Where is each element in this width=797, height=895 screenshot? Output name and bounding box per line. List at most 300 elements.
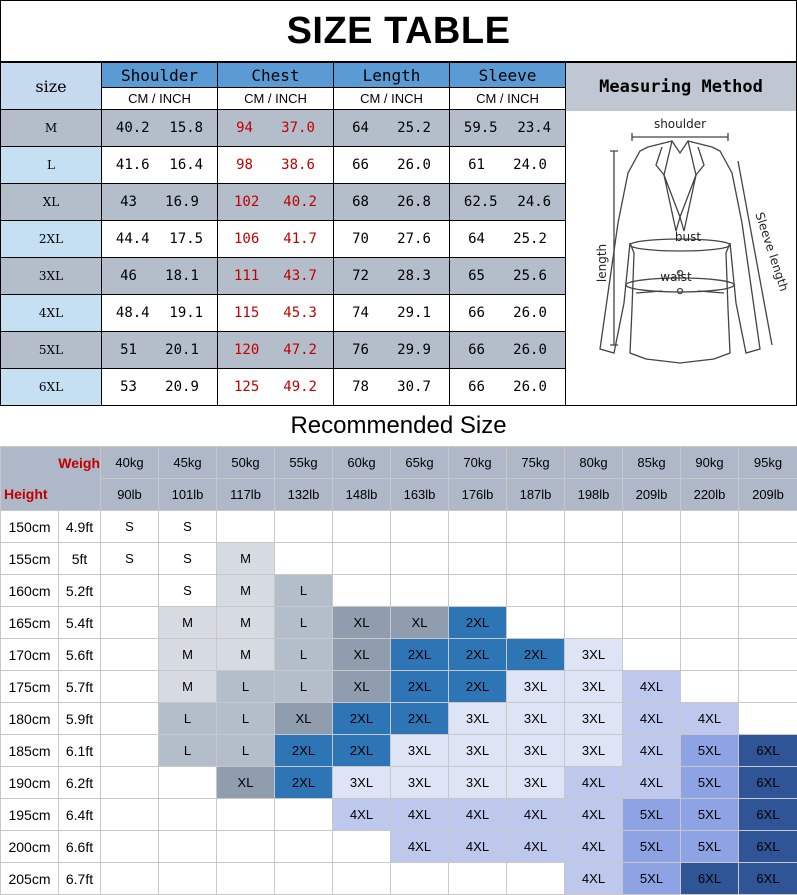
recommended-size-cell: [391, 863, 449, 895]
shoulder-cell: [102, 369, 218, 406]
size-label: 4XL: [1, 295, 102, 332]
height-cm: 150cm: [1, 511, 59, 543]
sleeve-cm: 61: [468, 157, 485, 173]
bust-label: bust: [674, 230, 702, 244]
recommended-size-cell: 3XL: [565, 735, 623, 767]
sleeve-header: Sleeve: [450, 63, 566, 88]
recommended-size-cell: 6XL: [739, 767, 797, 799]
chest-cm: 102: [233, 194, 260, 210]
length-inch: 27.6: [397, 231, 431, 247]
recommended-size-cell: [507, 607, 565, 639]
recommended-size-cell: 2XL: [275, 735, 333, 767]
recommended-size-cell: 2XL: [333, 703, 391, 735]
recommended-size-cell: 2XL: [449, 671, 507, 703]
length-cm: 64: [352, 120, 369, 136]
height-cm: 170cm: [1, 639, 59, 671]
recommended-size-cell: L: [275, 671, 333, 703]
height-row: [1, 831, 797, 863]
size-row: [1, 184, 566, 221]
chest-inch: 43.7: [283, 268, 317, 284]
weight-kg-header: 60kg: [333, 447, 391, 479]
recommended-size-cell: 3XL: [507, 671, 565, 703]
height-row: [1, 607, 797, 639]
height-row: [1, 863, 797, 895]
recommended-size-cell: [333, 511, 391, 543]
recommended-size-cell: M: [159, 639, 217, 671]
chest-cm: 120: [233, 342, 260, 358]
length-cell: [334, 332, 450, 369]
recommended-size-cell: [101, 767, 159, 799]
recommended-size-cell: 2XL: [391, 703, 449, 735]
shoulder-header: Shoulder: [102, 63, 218, 88]
recommended-size-cell: [681, 639, 739, 671]
recommended-size-cell: M: [217, 639, 275, 671]
recommended-size-cell: L: [275, 639, 333, 671]
recommended-size-cell: 3XL: [565, 639, 623, 671]
recommended-size-cell: L: [217, 703, 275, 735]
recommended-size-cell: 3XL: [507, 735, 565, 767]
shoulder-inch: 20.1: [165, 342, 199, 358]
recommended-size-cell: L: [217, 671, 275, 703]
recommended-size-cell: [333, 543, 391, 575]
length-label: length: [595, 243, 609, 283]
recommended-size-cell: M: [159, 671, 217, 703]
weight-lb-header: 101lb: [159, 479, 217, 511]
jacket-outline: [600, 141, 760, 363]
shoulder-inch: 16.4: [169, 157, 204, 173]
chest-cell: [218, 147, 334, 184]
chest-inch: 49.2: [283, 379, 317, 395]
sleeve-cm: 62.5: [463, 194, 498, 210]
page-title: SIZE TABLE: [0, 0, 797, 62]
size-label: 5XL: [1, 332, 102, 369]
height-cm: 180cm: [1, 703, 59, 735]
recommended-size-cell: 5XL: [623, 863, 681, 895]
recommended-size-cell: 6XL: [681, 863, 739, 895]
recommended-size-cell: 5XL: [623, 799, 681, 831]
recommended-size-cell: XL: [333, 639, 391, 671]
recommended-size-cell: [449, 863, 507, 895]
height-row: [1, 543, 797, 575]
sleeve-inch: 25.2: [513, 231, 547, 247]
sleeve-inch: 26.0: [513, 342, 547, 358]
chest-inch: 38.6: [281, 157, 315, 173]
recommended-size-cell: [739, 639, 797, 671]
recommended-size-cell: XL: [217, 767, 275, 799]
weight-kg-header: 50kg: [217, 447, 275, 479]
weight-kg-header: 95kg: [739, 447, 797, 479]
recommended-size-cell: [391, 511, 449, 543]
recommended-size-cell: XL: [275, 703, 333, 735]
recommended-size-cell: L: [217, 735, 275, 767]
recommended-size-cell: [449, 575, 507, 607]
recommended-size-cell: 3XL: [565, 671, 623, 703]
sleeve-unit: CM / INCH: [450, 88, 566, 110]
weight-lb-header: 187lb: [507, 479, 565, 511]
shoulder-inch: 20.9: [165, 379, 199, 395]
sleeve-cell: [450, 258, 566, 295]
recommended-size-cell: [275, 511, 333, 543]
recommended-size-cell: [101, 863, 159, 895]
size-label: XL: [1, 184, 102, 221]
sleeve-cell: [450, 295, 566, 332]
height-ft: 6.1ft: [59, 735, 101, 767]
recommended-size-cell: [623, 511, 681, 543]
recommended-size-cell: 4XL: [333, 799, 391, 831]
recommended-size-cell: [681, 671, 739, 703]
chest-inch: 41.7: [283, 231, 317, 247]
recommended-size-cell: 5XL: [681, 735, 739, 767]
recommended-size-cell: 4XL: [391, 831, 449, 863]
recommended-size-cell: [565, 543, 623, 575]
weight-kg-header: 65kg: [391, 447, 449, 479]
sleeve-cm: 64: [468, 231, 485, 247]
size-row: [1, 332, 566, 369]
recommended-size-cell: [507, 863, 565, 895]
chest-cell: [218, 295, 334, 332]
jacket-diagram: [570, 113, 794, 403]
recommended-size-cell: L: [275, 575, 333, 607]
recommended-size-cell: [623, 543, 681, 575]
size-label: 3XL: [1, 258, 102, 295]
size-label: 2XL: [1, 221, 102, 258]
recommended-size-cell: [333, 863, 391, 895]
recommended-size-cell: [217, 799, 275, 831]
recommended-size-cell: [159, 799, 217, 831]
recommended-size-cell: 4XL: [623, 767, 681, 799]
length-inch: 29.1: [397, 305, 431, 321]
shoulder-cell: [102, 110, 218, 147]
recommended-size-cell: L: [275, 607, 333, 639]
chest-cell: [218, 369, 334, 406]
size-row: [1, 110, 566, 147]
shoulder-inch: 16.9: [165, 194, 199, 210]
height-axis-label: Height: [4, 486, 48, 502]
recommended-size-cell: 4XL: [565, 863, 623, 895]
height-row: [1, 575, 797, 607]
height-cm: 205cm: [1, 863, 59, 895]
height-cm: 160cm: [1, 575, 59, 607]
sleeve-cell: [450, 369, 566, 406]
length-inch: 26.8: [397, 194, 431, 210]
weight-lb-header: 90lb: [101, 479, 159, 511]
recommended-size-cell: [101, 607, 159, 639]
recommended-size-cell: 4XL: [565, 831, 623, 863]
recommended-size-cell: 4XL: [507, 831, 565, 863]
size-label: L: [1, 147, 102, 184]
recommended-size-cell: 4XL: [449, 831, 507, 863]
recommended-size-cell: [391, 575, 449, 607]
shoulder-cm: 46: [120, 268, 137, 284]
height-cm: 200cm: [1, 831, 59, 863]
recommended-size-cell: [275, 799, 333, 831]
height-ft: 4.9ft: [59, 511, 101, 543]
sleeve-inch: 25.6: [513, 268, 547, 284]
sleeve-cm: 59.5: [463, 120, 498, 136]
sleeve-inch: 26.0: [513, 305, 547, 321]
weight-kg-header: 40kg: [101, 447, 159, 479]
recommended-size-cell: [217, 831, 275, 863]
height-cm: 195cm: [1, 799, 59, 831]
shoulder-inch: 15.8: [169, 120, 204, 136]
length-inch: 30.7: [397, 379, 431, 395]
height-ft: 5.6ft: [59, 639, 101, 671]
height-ft: 6.2ft: [59, 767, 101, 799]
recommended-size-cell: [739, 703, 797, 735]
length-cm: 70: [352, 231, 369, 247]
recommended-size-cell: [217, 511, 275, 543]
recommended-size-cell: 4XL: [681, 703, 739, 735]
recommended-size-cell: 3XL: [565, 703, 623, 735]
weight-axis-label: Weigh: [58, 455, 100, 471]
recommended-size-cell: 3XL: [391, 767, 449, 799]
sleeve-inch: 23.4: [517, 120, 552, 136]
chest-cm: 94: [236, 120, 253, 136]
recommended-table-body: [1, 447, 797, 895]
recommended-size-cell: 3XL: [507, 703, 565, 735]
recommended-size-cell: M: [159, 607, 217, 639]
recommended-size-cell: 4XL: [565, 799, 623, 831]
height-ft: 6.7ft: [59, 863, 101, 895]
length-unit: CM / INCH: [334, 88, 450, 110]
recommended-size-cell: [101, 735, 159, 767]
chest-cell: [218, 332, 334, 369]
recommended-size-cell: 2XL: [333, 735, 391, 767]
length-inch: 26.0: [397, 157, 431, 173]
height-row: [1, 767, 797, 799]
recommended-size-cell: 4XL: [565, 767, 623, 799]
recommended-size-cell: 6XL: [739, 799, 797, 831]
chest-cm: 106: [233, 231, 260, 247]
shoulder-cm: 44.4: [115, 231, 150, 247]
recommended-size-cell: [101, 799, 159, 831]
size-row: [1, 295, 566, 332]
weight-height-corner: [1, 447, 101, 511]
recommended-size-cell: 4XL: [623, 735, 681, 767]
chest-cell: [218, 258, 334, 295]
recommended-size-cell: 2XL: [449, 639, 507, 671]
recommended-size-cell: [159, 863, 217, 895]
recommended-size-cell: S: [159, 543, 217, 575]
length-cm: 74: [352, 305, 369, 321]
sleeve-cell: [450, 110, 566, 147]
shoulder-cell: [102, 221, 218, 258]
shoulder-label: shoulder: [653, 117, 707, 131]
recommended-size-cell: S: [101, 511, 159, 543]
weight-lb-header: 132lb: [275, 479, 333, 511]
weight-kg-header: 85kg: [623, 447, 681, 479]
recommended-size-cell: [101, 639, 159, 671]
recommended-size-cell: 6XL: [739, 735, 797, 767]
height-cm: 190cm: [1, 767, 59, 799]
recommended-size-cell: XL: [391, 607, 449, 639]
sleeve-cell: [450, 221, 566, 258]
recommended-size-cell: [623, 607, 681, 639]
shoulder-cm: 43: [120, 194, 137, 210]
sleeve-length-label: Sleeve length: [752, 210, 792, 294]
sleeve-inch: 26.0: [513, 379, 547, 395]
recommended-size-cell: [565, 607, 623, 639]
height-row: [1, 735, 797, 767]
recommended-size-cell: [101, 575, 159, 607]
recommended-size-cell: [333, 831, 391, 863]
size-label: 6XL: [1, 369, 102, 406]
chest-unit: CM / INCH: [218, 88, 334, 110]
shoulder-cell: [102, 295, 218, 332]
recommended-size-cell: [739, 671, 797, 703]
recommended-size-cell: S: [101, 543, 159, 575]
recommended-size-cell: [681, 607, 739, 639]
recommended-size-cell: 5XL: [681, 799, 739, 831]
recommended-size-cell: 5XL: [623, 831, 681, 863]
sleeve-inch: 24.6: [517, 194, 552, 210]
height-cm: 175cm: [1, 671, 59, 703]
recommended-size-cell: [681, 575, 739, 607]
sleeve-cell: [450, 332, 566, 369]
recommended-size-cell: [739, 511, 797, 543]
recommended-size-cell: 3XL: [333, 767, 391, 799]
shoulder-inch: 18.1: [165, 268, 199, 284]
length-inch: 29.9: [397, 342, 431, 358]
sleeve-cell: [450, 184, 566, 221]
chest-cell: [218, 110, 334, 147]
height-row: [1, 799, 797, 831]
shoulder-cell: [102, 258, 218, 295]
chest-inch: 37.0: [281, 120, 315, 136]
recommended-size-cell: [101, 671, 159, 703]
recommended-size-cell: 4XL: [623, 703, 681, 735]
length-cm: 78: [352, 379, 369, 395]
recommended-size-cell: [681, 543, 739, 575]
weight-lb-header: 148lb: [333, 479, 391, 511]
size-table: [0, 62, 566, 406]
recommended-size-cell: 3XL: [449, 703, 507, 735]
recommended-size-cell: M: [217, 575, 275, 607]
weight-kg-header: 45kg: [159, 447, 217, 479]
recommended-size-cell: 4XL: [391, 799, 449, 831]
shoulder-inch: 19.1: [169, 305, 204, 321]
weight-lb-header: 209lb: [739, 479, 797, 511]
measuring-method-title: Measuring Method: [566, 63, 796, 111]
height-ft: 5.2ft: [59, 575, 101, 607]
shoulder-unit: CM / INCH: [102, 88, 218, 110]
length-cell: [334, 369, 450, 406]
recommended-size-cell: [159, 831, 217, 863]
chest-inch: 45.3: [283, 305, 317, 321]
recommended-size-cell: S: [159, 575, 217, 607]
shoulder-cell: [102, 147, 218, 184]
recommended-size-cell: [275, 863, 333, 895]
height-cm: 155cm: [1, 543, 59, 575]
recommended-size-cell: [507, 575, 565, 607]
recommended-size-cell: [159, 767, 217, 799]
size-column-header: size: [1, 63, 102, 110]
recommended-size-cell: [623, 575, 681, 607]
length-cm: 76: [352, 342, 369, 358]
length-cell: [334, 110, 450, 147]
recommended-size-cell: [739, 575, 797, 607]
recommended-size-cell: [681, 511, 739, 543]
recommended-size-cell: 4XL: [449, 799, 507, 831]
height-ft: 5.9ft: [59, 703, 101, 735]
size-row: [1, 258, 566, 295]
recommended-size-cell: 3XL: [449, 735, 507, 767]
chest-cm: 115: [233, 305, 260, 321]
recommended-size-cell: 2XL: [449, 607, 507, 639]
length-cell: [334, 258, 450, 295]
recommended-size-cell: 3XL: [507, 767, 565, 799]
chest-cell: [218, 221, 334, 258]
recommended-size-cell: M: [217, 607, 275, 639]
recommended-size-cell: [449, 511, 507, 543]
weight-lb-header: 209lb: [623, 479, 681, 511]
sleeve-cell: [450, 147, 566, 184]
recommended-size-cell: 2XL: [275, 767, 333, 799]
size-label: M: [1, 110, 102, 147]
recommended-size-cell: M: [217, 543, 275, 575]
shoulder-cm: 51: [120, 342, 137, 358]
length-cm: 68: [352, 194, 369, 210]
height-ft: 6.4ft: [59, 799, 101, 831]
shoulder-cm: 40.2: [115, 120, 150, 136]
size-row: [1, 221, 566, 258]
height-ft: 5.7ft: [59, 671, 101, 703]
recommended-size-cell: L: [159, 735, 217, 767]
height-row: [1, 639, 797, 671]
recommended-size-cell: 2XL: [391, 671, 449, 703]
chest-cell: [218, 184, 334, 221]
recommended-size-cell: 4XL: [507, 799, 565, 831]
recommended-size-cell: [565, 575, 623, 607]
recommended-size-cell: [739, 607, 797, 639]
recommended-size-cell: 2XL: [507, 639, 565, 671]
shoulder-cell: [102, 184, 218, 221]
length-inch: 25.2: [397, 120, 431, 136]
weight-lb-header: 220lb: [681, 479, 739, 511]
recommended-size-cell: [275, 543, 333, 575]
measuring-method-panel: [565, 62, 797, 406]
recommended-size-cell: [333, 575, 391, 607]
recommended-size-cell: XL: [333, 671, 391, 703]
recommended-size-cell: 4XL: [623, 671, 681, 703]
weight-kg-header: 70kg: [449, 447, 507, 479]
size-table-body: [1, 63, 566, 406]
weight-kg-header: 90kg: [681, 447, 739, 479]
recommended-size-cell: [101, 703, 159, 735]
height-ft: 5.4ft: [59, 607, 101, 639]
length-header: Length: [334, 63, 450, 88]
recommended-size-cell: [507, 543, 565, 575]
recommended-size-cell: [739, 543, 797, 575]
weight-lb-header: 163lb: [391, 479, 449, 511]
height-row: [1, 511, 797, 543]
length-cm: 66: [352, 157, 369, 173]
weight-kg-header: 55kg: [275, 447, 333, 479]
length-cell: [334, 221, 450, 258]
length-cell: [334, 147, 450, 184]
recommended-size-cell: 6XL: [739, 863, 797, 895]
recommended-size-cell: [391, 543, 449, 575]
recommended-size-cell: 3XL: [391, 735, 449, 767]
recommended-size-cell: [449, 543, 507, 575]
chest-inch: 40.2: [283, 194, 317, 210]
height-ft: 6.6ft: [59, 831, 101, 863]
chest-cm: 98: [236, 157, 253, 173]
sleeve-cm: 66: [468, 342, 485, 358]
chest-cm: 125: [233, 379, 260, 395]
recommended-size-cell: L: [159, 703, 217, 735]
recommended-size-cell: [565, 511, 623, 543]
